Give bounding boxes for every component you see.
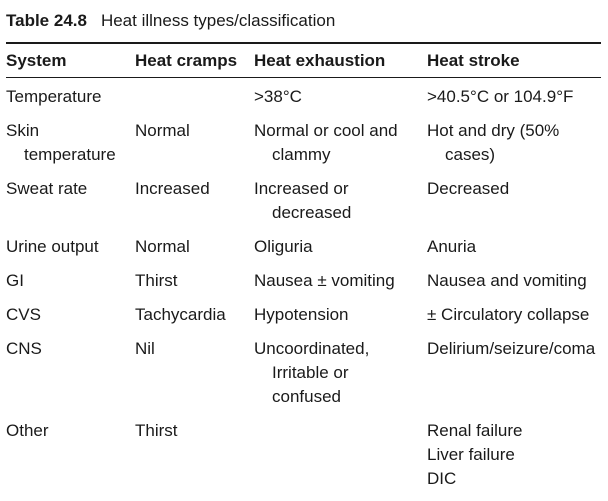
heat-cramps-cell (135, 337, 254, 419)
heat-cramps-cell (135, 269, 254, 303)
heat-cramps-cell (135, 177, 254, 235)
heat-exhaustion-cell (254, 337, 427, 419)
column-header-heat-exhaustion: Heat exhaustion (254, 51, 386, 70)
cell-text-line: Nil (135, 339, 155, 358)
heat-cramps-cell (135, 419, 254, 501)
heat-exhaustion-cell (254, 177, 427, 235)
system-cell (6, 177, 135, 235)
heat-exhaustion-cell (254, 235, 427, 269)
system-cell (6, 119, 135, 177)
cell-text-line: Decreased (427, 179, 510, 198)
table-row (6, 419, 602, 501)
table-caption (6, 10, 335, 32)
table-row (6, 337, 602, 419)
system-cell (6, 85, 135, 119)
cell-text-line: Liver failure (427, 445, 515, 464)
cell-text-line: temperature (24, 145, 116, 164)
cell-text-line: cases) (445, 145, 496, 164)
column-header-heat-stroke: Heat stroke (427, 51, 520, 70)
heat-stroke-cell (427, 269, 602, 303)
cell-text-line: Thirst (135, 421, 178, 440)
heat-cramps-cell (135, 85, 254, 119)
heat-cramps-cell (135, 303, 254, 337)
heat-cramps-cell (135, 235, 254, 269)
heat-exhaustion-cell (254, 119, 427, 177)
cell-text-line: Sweat rate (6, 179, 88, 198)
cell-text-line: DIC (427, 469, 457, 488)
cell-text-line: Normal or cool and (254, 121, 398, 140)
table-row (6, 119, 602, 177)
table-row (6, 269, 602, 303)
cell-text-line: Normal (135, 121, 190, 140)
table-row (6, 235, 602, 269)
cell-text-line: Hot and dry (50% (427, 121, 560, 140)
cell-text-line: decreased (272, 203, 352, 222)
cell-text-line: clammy (272, 145, 331, 164)
cell-text-line: GI (6, 271, 24, 290)
heat-stroke-cell (427, 85, 602, 119)
cell-text-line: confused (272, 387, 341, 406)
cell-text-line: Renal failure (427, 421, 523, 440)
heat-exhaustion-cell (254, 419, 427, 501)
system-cell (6, 303, 135, 337)
cell-text-line: Thirst (135, 271, 178, 290)
heat-stroke-cell (427, 419, 602, 501)
header-row (6, 50, 602, 74)
cell-text-line: Normal (135, 237, 190, 256)
cell-text-line: Nausea ± vomiting (254, 271, 395, 290)
system-cell (6, 419, 135, 501)
heat-stroke-cell (427, 337, 602, 419)
cell-text-line: Hypotension (254, 305, 349, 324)
heat-exhaustion-cell (254, 303, 427, 337)
table-body (6, 85, 602, 501)
column-header-system: System (6, 51, 67, 70)
cell-text-line: Irritable or (272, 363, 349, 382)
cell-text-line: CNS (6, 339, 42, 358)
system-cell (6, 235, 135, 269)
top-rule (6, 42, 601, 44)
cell-text-line: Increased (135, 179, 210, 198)
system-cell (6, 269, 135, 303)
heat-stroke-cell (427, 235, 602, 269)
cell-text-line: Delirium/seizure/coma (427, 339, 596, 358)
heat-illness-table (6, 50, 602, 501)
heat-stroke-cell (427, 119, 602, 177)
cell-text-line: ± Circulatory collapse (427, 305, 590, 324)
cell-text-line: Uncoordinated, (254, 339, 370, 358)
system-cell (6, 337, 135, 419)
cell-text-line: Tachycardia (135, 305, 226, 324)
cell-text-line: Temperature (6, 87, 102, 106)
heat-cramps-cell (135, 119, 254, 177)
heat-exhaustion-cell (254, 85, 427, 119)
cell-text-line: Urine output (6, 237, 99, 256)
cell-text-line: Skin (6, 121, 40, 140)
cell-text-line: >38°C (254, 87, 302, 106)
cell-text-line: Oliguria (254, 237, 313, 256)
cell-text-line: Increased or (254, 179, 349, 198)
table-number: Table 24.8 (6, 11, 87, 30)
cell-text-line: CVS (6, 305, 41, 324)
heat-exhaustion-cell (254, 269, 427, 303)
cell-text-line: Nausea and vomiting (427, 271, 587, 290)
heat-stroke-cell (427, 303, 602, 337)
cell-text-line: Anuria (427, 237, 477, 256)
table-row (6, 177, 602, 235)
cell-text-line: Other (6, 421, 49, 440)
table-row (6, 303, 602, 337)
heat-stroke-cell (427, 177, 602, 235)
cell-text-line: >40.5°C or 104.9°F (427, 87, 574, 106)
table-row (6, 85, 602, 119)
column-header-heat-cramps: Heat cramps (135, 51, 238, 70)
table-title: Heat illness types/classification (100, 11, 336, 30)
